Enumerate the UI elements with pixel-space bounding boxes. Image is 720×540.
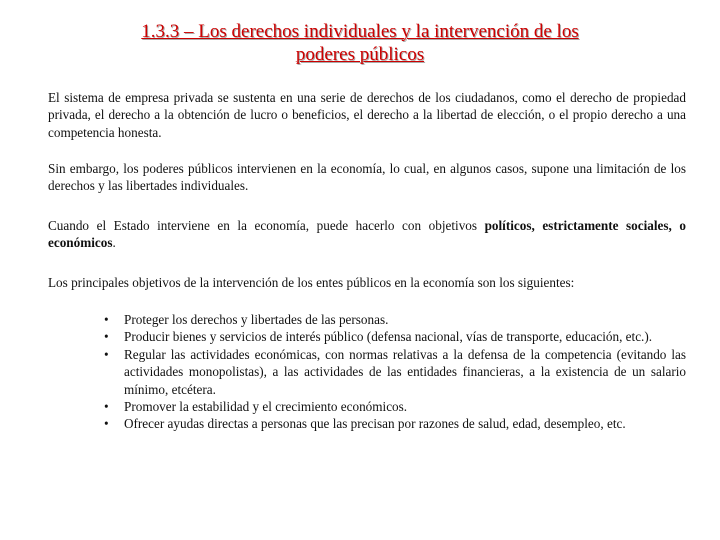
- list-item-text: Proteger los derechos y libertades de las personas.: [124, 312, 389, 327]
- bullet-icon: •: [104, 416, 109, 432]
- bullet-icon: •: [104, 329, 109, 345]
- title-line-2: poderes públicos: [295, 44, 425, 65]
- title-line-1: 1.3.3 – Los derechos individuales y la intervención de los: [141, 21, 579, 42]
- paragraph-text: .: [112, 235, 116, 251]
- list-item: [104, 328, 686, 345]
- paragraph-public-intervention: Sin embargo, los poderes públicos intervienen en la economía, lo cual, en algunos casos, supone una limitación de los derechos y las libertades individuales.: [48, 161, 686, 194]
- bullet-icon: •: [104, 346, 109, 362]
- list-item: [104, 398, 686, 415]
- list-item: [104, 415, 686, 432]
- paragraph-text: Cuando el Estado interviene en la economía, puede hacerlo con objetivos: [48, 218, 485, 233]
- list-item: [104, 346, 686, 398]
- list-item-text: Ofrecer ayudas directas a personas que las precisan por razones de salud, edad, desempleo, etc.: [124, 416, 626, 432]
- bullet-icon: •: [104, 312, 109, 327]
- paragraph-private-enterprise: El sistema de empresa privada se sustenta en una serie de derechos de los ciudadanos, como el derecho de propiedad privada, el derecho a la obtención de lucro o beneficios, el derecho a la libertad de elección, o el propio derecho a una competencia honesta.: [48, 90, 686, 140]
- list-item-text: Producir bienes y servicios de interés público (defensa nacional, vías de transporte, educación, etc.).: [124, 329, 653, 345]
- list-item-text: Regular las actividades económicas, con normas relativas a la defensa de la competencia (evitando las actividades monopolistas), a las actividades de las entidades financieras, a la existencia de un salario mínimo, etcétera.: [124, 346, 686, 397]
- objectives-list: [104, 311, 686, 433]
- paragraph-main-objectives: Los principales objetivos de la intervención de los entes públicos en la economía son los siguientes:: [48, 275, 575, 290]
- list-item: [104, 311, 686, 328]
- paragraph-state-objectives: [48, 217, 686, 252]
- page-title: [60, 20, 660, 66]
- bold-objectives: políticos, estrictamente sociales, o económicos: [48, 218, 686, 251]
- bullet-icon: •: [104, 399, 109, 415]
- list-item-text: Promover la estabilidad y el crecimiento económicos.: [124, 399, 408, 415]
